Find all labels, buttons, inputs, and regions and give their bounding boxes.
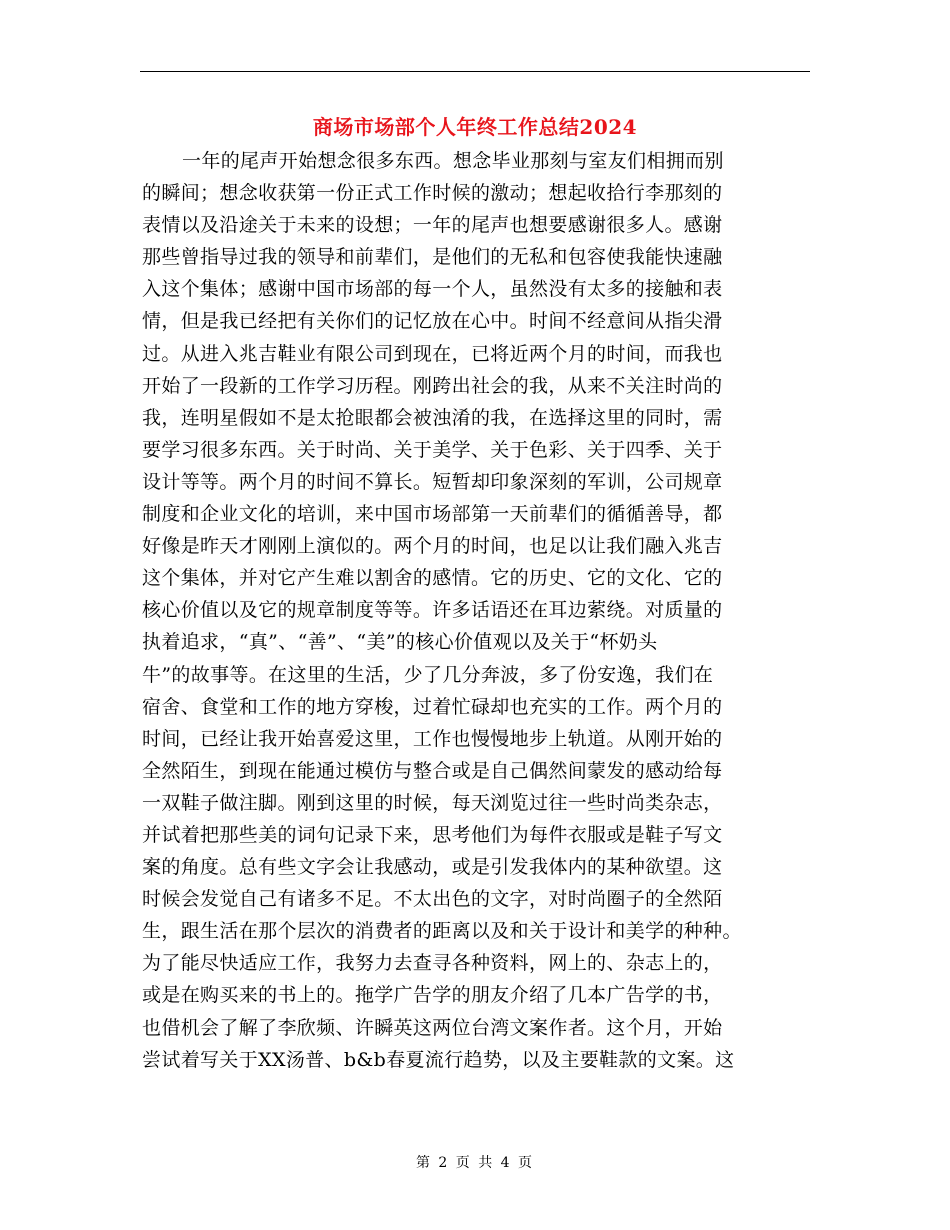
paragraph-line: 或是在购买来的书上的。拖学广告学的朋友介绍了几本广告学的书， (142, 984, 723, 1007)
paragraph-line: 执着追求，“真”、“善”、“美”的核心价值观以及关于“杯奶头 (142, 631, 658, 654)
paragraph-line: 一年的尾声开始想念很多东西。想念毕业那刻与室友们相拥而别 (182, 150, 724, 172)
paragraph-line: 的瞬间；想念收获第一份正式工作时候的激动；想起收拾行李那刻的 (142, 182, 723, 205)
paragraph-line: 为了能尽快适应工作，我努力去查寻各种资料，网上的、杂志上的， (142, 952, 723, 975)
paragraph-line: 也借机会了解了李欣频、许瞬英这两位台湾文案作者。这个月，开始 (142, 1016, 723, 1039)
paragraph-line: 要学习很多东西。关于时尚、关于美学、关于色彩、关于四季、关于 (142, 438, 723, 461)
paragraph-line: 核心价值以及它的规章制度等等。许多话语还在耳边萦绕。对质量的 (142, 599, 723, 622)
paragraph-line: 时间，已经让我开始喜爱这里，工作也慢慢地步上轨道。从刚开始的 (142, 727, 723, 750)
header-divider (140, 71, 810, 72)
paragraph-line: 时候会发觉自己有诸多不足。不太出色的文字，对时尚圈子的全然陌 (142, 888, 723, 911)
paragraph-line: 过。从进入兆吉鞋业有限公司到现在，已将近两个月的时间，而我也 (142, 342, 723, 365)
page-number-footer: 第 2 页 共 4 页 (415, 1155, 535, 1171)
paragraph-line: 情，但是我已经把有关你们的记忆放在心中。时间不经意间从指尖滑 (142, 310, 723, 333)
paragraph-line: 牛”的故事等。在这里的生活，少了几分奔波，多了份安逸，我们在 (142, 663, 714, 686)
paragraph-line: 案的角度。总有些文字会让我感动，或是引发我体内的某种欲望。这 (142, 856, 723, 879)
paragraph-line: 尝试着写关于XX汤普、b&b春夏流行趋势，以及主要鞋款的文案。这 (142, 1048, 735, 1071)
paragraph-line: 我，连明星假如不是太抢眼都会被浊淆的我，在选择这里的同时，需 (142, 406, 723, 429)
paragraph-line: 入这个集体；感谢中国市场部的每一个人，虽然没有太多的接触和表 (142, 278, 723, 301)
paragraph-line: 制度和企业文化的培训，来中国市场部第一天前辈们的循循善导，都 (142, 503, 723, 526)
paragraph-line: 那些曾指导过我的领导和前辈们，是他们的无私和包容使我能快速融 (142, 246, 723, 269)
paragraph-line: 并试着把那些美的词句记录下来，思考他们为每件衣服或是鞋子写文 (142, 823, 723, 846)
paragraph-line: 宿舍、食堂和工作的地方穿梭，过着忙碌却也充实的工作。两个月的 (142, 695, 723, 718)
paragraph-line: 开始了一段新的工作学习历程。刚跨出社会的我，从来不关注时尚的 (142, 374, 723, 397)
body-paragraph (142, 145, 810, 1076)
paragraph-line: 这个集体，并对它产生难以割舍的感情。它的历史、它的文化、它的 (142, 567, 723, 590)
paragraph-line: 设计等等。两个月的时间不算长。短暂却印象深刻的军训，公司规章 (142, 470, 723, 493)
document-title: 商场市场部个人年终工作总结2024 (312, 115, 638, 139)
paragraph-line: 生，跟生活在那个层次的消费者的距离以及和关于设计和美学的种种。 (142, 920, 742, 943)
paragraph-line: 好像是昨天才刚刚上演似的。两个月的时间，也足以让我们融入兆吉 (142, 535, 723, 558)
paragraph-line: 一双鞋子做注脚。刚到这里的时候，每天浏览过往一些时尚类杂志， (142, 791, 723, 814)
paragraph-line: 全然陌生，到现在能通过模仿与整合或是自己偶然间蒙发的感动给每 (142, 759, 723, 782)
paragraph-line: 表情以及沿途关于未来的设想；一年的尾声也想要感谢很多人。感谢 (142, 214, 723, 237)
